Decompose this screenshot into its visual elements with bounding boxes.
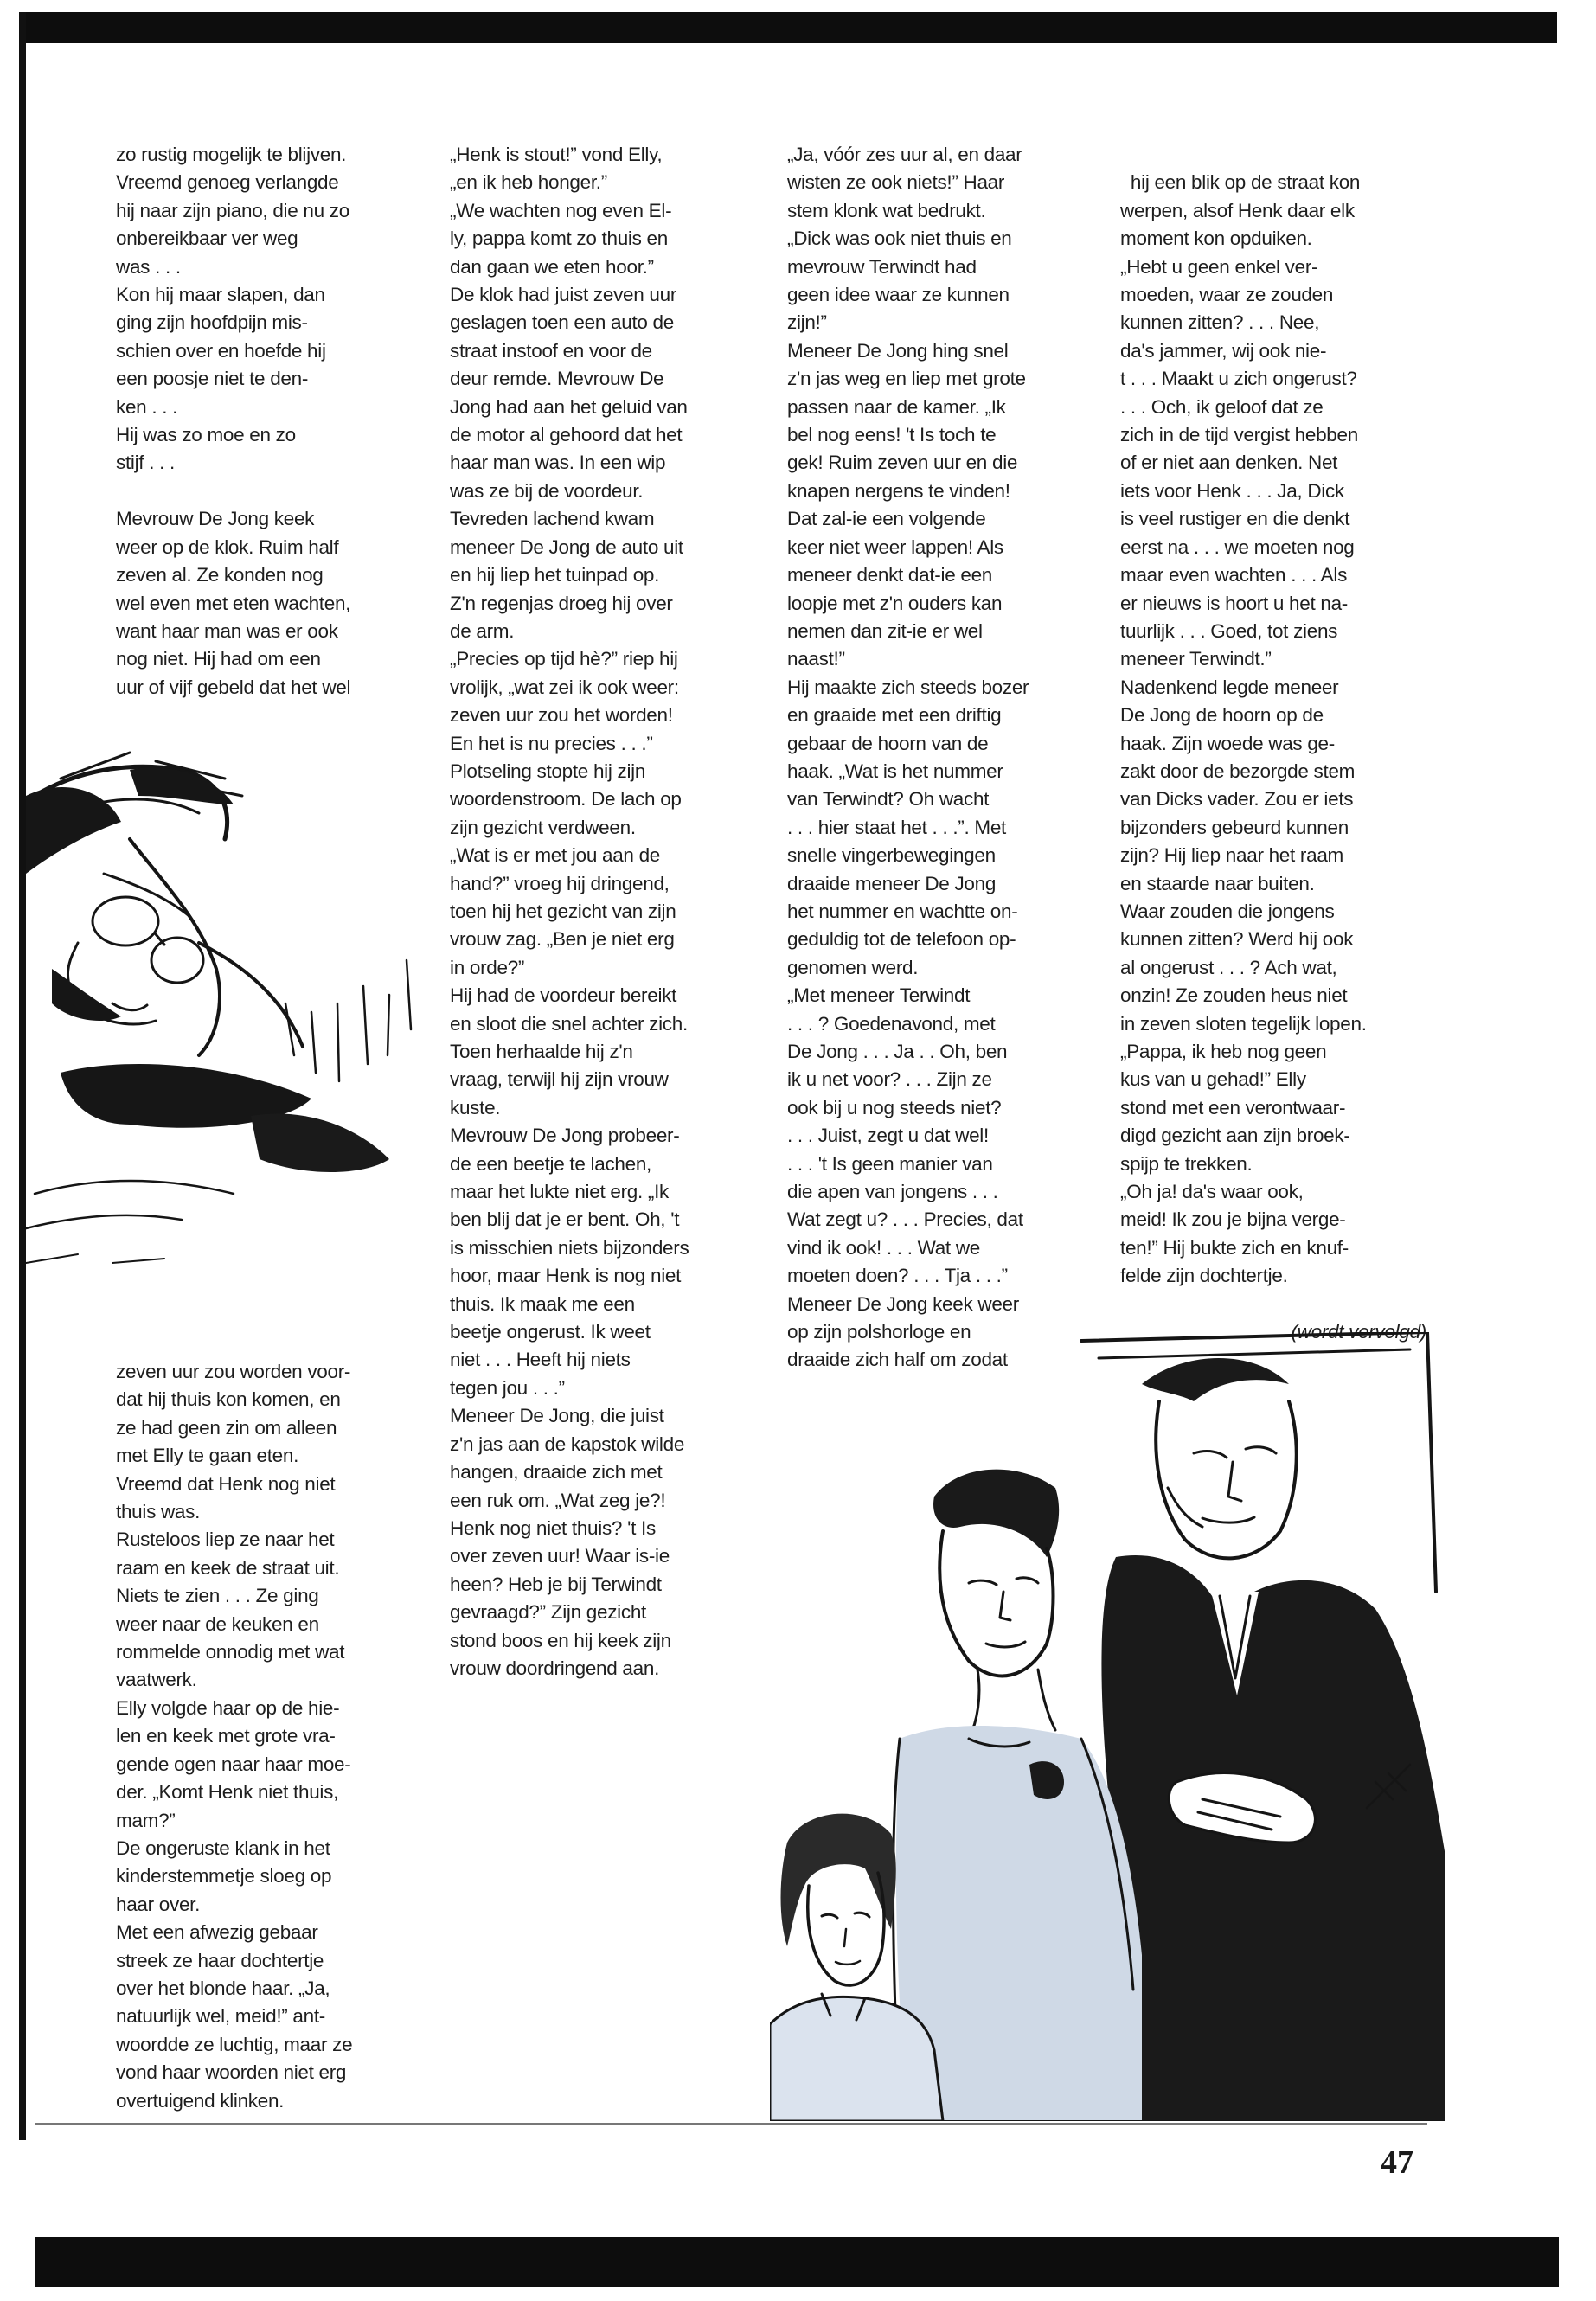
page-frame-left-bar — [19, 12, 26, 2140]
page-number: 47 — [1381, 2144, 1413, 2181]
column-1-top-text: zo rustig mogelijk te blijven. Vreemd genoeg verlangde hij naar zijn piano, die nu zo onbereikbaar ver weg was . . . Kon hij maar slapen, dan ging zijn hoofdpijn mis- schien over en hoefde hij een poosje niet te den- ken . . . Hij was zo moe en zo stijf . . . Mevrouw De Jong keek weer op de klok. Ruim half zeven al. Ze konden nog wel even met eten wachten, want haar man was er ook nog niet. Hij had om een uur of vijf gebeld dat het wel — [116, 144, 351, 698]
page-frame-top-bar — [19, 12, 1557, 43]
page-frame-bottom-bar — [35, 2237, 1559, 2287]
column-2-text: „Henk is stout!” vond Elly, „en ik heb honger.” „We wachten nog even El- ly, pappa komt zo thuis en dan gaan we eten hoor.” De klok had juist zeven uur geslagen toen een auto de straat instoof en voor de deur remde. Mevrouw De Jong had aan het geluid van de motor al gehoord dat het haar man was. In een wip was ze bij de voordeur. Tevreden lachend kwam meneer De Jong de auto uit en hij liep het tuinpad op. Z'n regenjas droeg hij over de arm. „Precies op tijd hè?” riep hij vrolijk, „wat zei ik ook weer: zeven uur zou het worden! En het is nu precies . . .” Plotseling stopte hij zijn woordenstroom. De lach op zijn gezicht verdween. „Wat is er met jou aan de hand?” vroeg hij dringend, toen hij het gezicht van zijn vrouw zag. „Ben je niet erg in orde?” Hij had de voordeur bereikt en sloot die snel achter zich. Toen herhaalde hij z'n vraag, terwijl hij zijn vrouw kuste. Mevrouw De Jong probeer- de een beetje te lachen, maar het lukte niet erg. „Ik ben blij dat je er bent. Oh, 't is misschien niets bijzonders hoor, maar Henk is nog niet thuis. Ik maak me een beetje ongerust. Ik weet niet . . . Heeft hij niets tegen jou . . .” Meneer De Jong, die juist z'n jas aan de kapstok wilde hangen, draaide zich met een ruk om. „Wat zeg je?! Henk nog niet thuis? 't Is over zeven uur! Waar is-ie heen? Heb je bij Terwindt gevraagd?” Zijn gezicht stond boos en hij keek zijn vrouw doordringend aan. — [450, 144, 689, 1679]
bottom-rule — [35, 2123, 1427, 2125]
column-1-bottom-text: zeven uur zou worden voor- dat hij thuis kon komen, en ze had geen zin om alleen met Elly te gaan eten. Vreemd dat Henk nog niet thuis was. Rusteloos liep ze naar het raam en keek de straat uit. Niets te zien . . . Ze ging weer naar de keuken en rommelde onnodig met wat vaatwerk. Elly volgde haar op de hie- len en keek met grote vra- gende ogen naar haar moe- der. „Komt Henk niet thuis, mam?” De ongeruste klank in het kinderstemmetje sloeg op haar over. Met een afwezig gebaar streek ze haar dochtertje over het blonde haar. „Ja, natuurlijk wel, meid!” ant- woordde ze luchtig, maar ze vond haar woorden niet erg overtuigend klinken. — [116, 1361, 353, 2112]
column-4-body: hij een blik op de straat kon werpen, alsof Henk daar elk moment kon opduiken. „Hebt u geen enkel ver- moeden, waar ze zouden kunnen zitten? . . . Nee, da's jammer, wij ook nie- t . . . Maakt u zich ongerust? . . . Och, ik geloof dat ze zich in de tijd vergist hebben of er niet aan denken. Net iets voor Henk . . . Ja, Dick is veel rustiger en die denkt eerst na . . . we moeten nog maar even wachten . . . Als er nieuws is hoort u het na- tuurlijk . . . Goed, tot ziens meneer Terwindt.” Nadenkend legde meneer De Jong de hoorn op de haak. Zijn woede was ge- zakt door de bezorgde stem van Dicks vader. Zou er iets bijzonders gebeurd kunnen zijn? Hij liep naar het raam en staarde naar buiten. Waar zouden die jongens kunnen zitten? Werd hij ook al ongerust . . . ? Ach wat, onzin! Ze zouden heus niet in zeven sloten tegelijk lopen. „Pappa, ik heb nog geen kus van u gehad!” Elly stond met een verontwaar- digd gezicht aan zijn broek- spijp te trekken. „Oh ja! da's waar ook, meid! Ik zou je bijna verge- ten!” Hij bukte zich en knuf- felde zijn dochtertje. — [1120, 171, 1367, 1287]
continued-signature: (wordt vervolgd) — [1291, 1321, 1426, 1343]
column-3-text: „Ja, vóór zes uur al, en daar wisten ze ook niets!” Haar stem klonk wat bedrukt. „Dick was ook niet thuis en mevrouw Terwindt had geen idee waar ze kunnen zijn!” Meneer De Jong hing snel z'n jas weg en liep met grote passen naar de kamer. „Ik bel nog eens! 't Is toch te gek! Ruim zeven uur en die knapen nergens te vinden! Dat zal-ie een volgende keer niet weer lappen! Als meneer denkt dat-ie een loopje met z'n ouders kan nemen dan zit-ie er wel naast!” Hij maakte zich steeds bozer en graaide met een driftig gebaar de hoorn van de haak. „Wat is het nummer van Terwindt? Oh wacht . . . hier staat het . . .”. Met snelle vingerbewegingen draaide meneer De Jong het nummer en wachtte on- geduldig tot de telefoon op- genomen werd. „Met meneer Terwindt . . . ? Goedenavond, met De Jong . . . Ja . . Oh, ben ik u net voor? . . . Zijn ze ook bij u nog steeds niet? . . . Juist, zegt u dat wel! . . . 't Is geen manier van die apen van jongens . . . Wat zegt u? . . . Precies, dat vind ik ook! . . . Wat we moeten doen? . . . Tja . . .” Meneer De Jong keek weer op zijn polshorloge en draaide zich half om zodat — [787, 144, 1029, 1371]
illustration-family-scene — [770, 1332, 1445, 2121]
illustration-injured-boy — [26, 744, 433, 1298]
column-4-text — [1120, 141, 1432, 1375]
